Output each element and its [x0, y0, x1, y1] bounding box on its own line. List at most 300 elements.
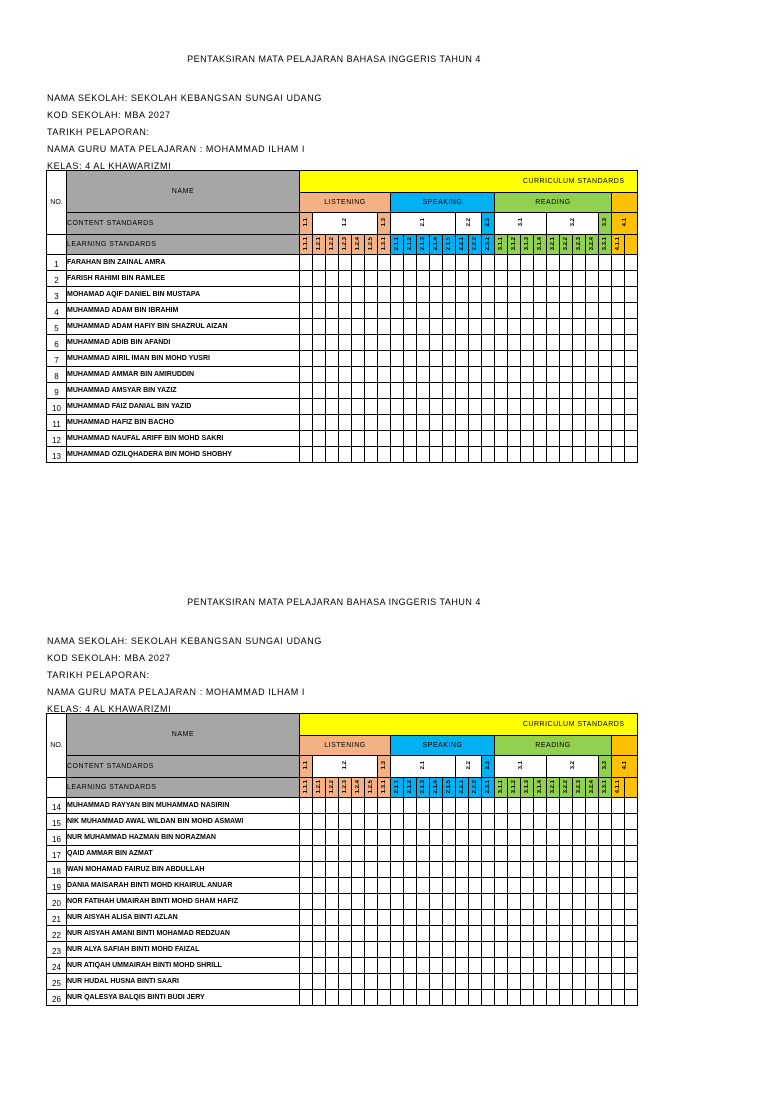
score-cell[interactable]: [313, 255, 326, 271]
score-cell[interactable]: [495, 878, 508, 894]
score-cell[interactable]: [339, 942, 352, 958]
score-cell[interactable]: [625, 431, 638, 447]
score-cell[interactable]: [495, 303, 508, 319]
score-cell[interactable]: [547, 814, 560, 830]
score-cell[interactable]: [469, 415, 482, 431]
score-cell[interactable]: [417, 894, 430, 910]
score-cell[interactable]: [365, 399, 378, 415]
score-cell[interactable]: [495, 958, 508, 974]
score-cell[interactable]: [300, 910, 313, 926]
score-cell[interactable]: [599, 287, 612, 303]
score-cell[interactable]: [326, 926, 339, 942]
score-cell[interactable]: [378, 878, 391, 894]
score-cell[interactable]: [417, 367, 430, 383]
score-cell[interactable]: [612, 974, 625, 990]
score-cell[interactable]: [339, 383, 352, 399]
score-cell[interactable]: [586, 830, 599, 846]
score-cell[interactable]: [495, 862, 508, 878]
score-cell[interactable]: [313, 878, 326, 894]
score-cell[interactable]: [300, 926, 313, 942]
score-cell[interactable]: [521, 271, 534, 287]
score-cell[interactable]: [508, 830, 521, 846]
score-cell[interactable]: [313, 830, 326, 846]
score-cell[interactable]: [404, 335, 417, 351]
score-cell[interactable]: [625, 303, 638, 319]
score-cell[interactable]: [430, 351, 443, 367]
score-cell[interactable]: [586, 351, 599, 367]
score-cell[interactable]: [508, 351, 521, 367]
score-cell[interactable]: [599, 798, 612, 814]
score-cell[interactable]: [326, 862, 339, 878]
score-cell[interactable]: [495, 830, 508, 846]
score-cell[interactable]: [352, 447, 365, 463]
score-cell[interactable]: [339, 367, 352, 383]
score-cell[interactable]: [534, 351, 547, 367]
score-cell[interactable]: [469, 974, 482, 990]
score-cell[interactable]: [547, 878, 560, 894]
score-cell[interactable]: [586, 814, 599, 830]
score-cell[interactable]: [508, 862, 521, 878]
score-cell[interactable]: [482, 958, 495, 974]
score-cell[interactable]: [300, 287, 313, 303]
score-cell[interactable]: [547, 415, 560, 431]
score-cell[interactable]: [456, 351, 469, 367]
score-cell[interactable]: [560, 255, 573, 271]
score-cell[interactable]: [625, 974, 638, 990]
score-cell[interactable]: [469, 894, 482, 910]
score-cell[interactable]: [482, 878, 495, 894]
score-cell[interactable]: [547, 862, 560, 878]
score-cell[interactable]: [508, 383, 521, 399]
score-cell[interactable]: [521, 431, 534, 447]
score-cell[interactable]: [469, 287, 482, 303]
score-cell[interactable]: [404, 367, 417, 383]
score-cell[interactable]: [521, 399, 534, 415]
score-cell[interactable]: [534, 894, 547, 910]
score-cell[interactable]: [573, 383, 586, 399]
score-cell[interactable]: [599, 303, 612, 319]
score-cell[interactable]: [339, 271, 352, 287]
score-cell[interactable]: [495, 447, 508, 463]
score-cell[interactable]: [573, 990, 586, 1006]
score-cell[interactable]: [339, 287, 352, 303]
score-cell[interactable]: [456, 367, 469, 383]
score-cell[interactable]: [573, 846, 586, 862]
score-cell[interactable]: [378, 287, 391, 303]
score-cell[interactable]: [534, 335, 547, 351]
score-cell[interactable]: [495, 814, 508, 830]
score-cell[interactable]: [599, 814, 612, 830]
score-cell[interactable]: [365, 447, 378, 463]
score-cell[interactable]: [417, 255, 430, 271]
score-cell[interactable]: [300, 830, 313, 846]
score-cell[interactable]: [326, 846, 339, 862]
score-cell[interactable]: [495, 942, 508, 958]
score-cell[interactable]: [404, 910, 417, 926]
score-cell[interactable]: [313, 351, 326, 367]
score-cell[interactable]: [417, 271, 430, 287]
score-cell[interactable]: [456, 958, 469, 974]
score-cell[interactable]: [300, 415, 313, 431]
score-cell[interactable]: [430, 303, 443, 319]
score-cell[interactable]: [391, 431, 404, 447]
score-cell[interactable]: [560, 303, 573, 319]
score-cell[interactable]: [573, 862, 586, 878]
score-cell[interactable]: [443, 415, 456, 431]
score-cell[interactable]: [495, 367, 508, 383]
score-cell[interactable]: [508, 287, 521, 303]
score-cell[interactable]: [300, 367, 313, 383]
score-cell[interactable]: [599, 399, 612, 415]
score-cell[interactable]: [417, 846, 430, 862]
score-cell[interactable]: [547, 367, 560, 383]
score-cell[interactable]: [482, 447, 495, 463]
score-cell[interactable]: [456, 415, 469, 431]
score-cell[interactable]: [300, 319, 313, 335]
score-cell[interactable]: [391, 255, 404, 271]
score-cell[interactable]: [534, 862, 547, 878]
score-cell[interactable]: [560, 846, 573, 862]
score-cell[interactable]: [534, 415, 547, 431]
score-cell[interactable]: [300, 383, 313, 399]
score-cell[interactable]: [313, 447, 326, 463]
score-cell[interactable]: [404, 878, 417, 894]
score-cell[interactable]: [391, 319, 404, 335]
score-cell[interactable]: [326, 271, 339, 287]
score-cell[interactable]: [430, 447, 443, 463]
score-cell[interactable]: [391, 894, 404, 910]
score-cell[interactable]: [586, 319, 599, 335]
score-cell[interactable]: [625, 415, 638, 431]
score-cell[interactable]: [495, 910, 508, 926]
score-cell[interactable]: [404, 974, 417, 990]
score-cell[interactable]: [352, 878, 365, 894]
score-cell[interactable]: [586, 383, 599, 399]
score-cell[interactable]: [365, 990, 378, 1006]
score-cell[interactable]: [300, 399, 313, 415]
score-cell[interactable]: [508, 926, 521, 942]
score-cell[interactable]: [586, 990, 599, 1006]
score-cell[interactable]: [547, 383, 560, 399]
score-cell[interactable]: [495, 335, 508, 351]
score-cell[interactable]: [313, 319, 326, 335]
score-cell[interactable]: [534, 990, 547, 1006]
score-cell[interactable]: [443, 846, 456, 862]
score-cell[interactable]: [339, 447, 352, 463]
score-cell[interactable]: [612, 798, 625, 814]
score-cell[interactable]: [300, 431, 313, 447]
score-cell[interactable]: [547, 830, 560, 846]
score-cell[interactable]: [378, 846, 391, 862]
score-cell[interactable]: [456, 431, 469, 447]
score-cell[interactable]: [599, 415, 612, 431]
score-cell[interactable]: [352, 431, 365, 447]
score-cell[interactable]: [625, 399, 638, 415]
score-cell[interactable]: [586, 798, 599, 814]
score-cell[interactable]: [534, 814, 547, 830]
score-cell[interactable]: [404, 798, 417, 814]
score-cell[interactable]: [443, 974, 456, 990]
score-cell[interactable]: [508, 367, 521, 383]
score-cell[interactable]: [339, 894, 352, 910]
score-cell[interactable]: [469, 958, 482, 974]
score-cell[interactable]: [326, 958, 339, 974]
score-cell[interactable]: [456, 830, 469, 846]
score-cell[interactable]: [508, 399, 521, 415]
score-cell[interactable]: [521, 367, 534, 383]
score-cell[interactable]: [521, 942, 534, 958]
score-cell[interactable]: [313, 431, 326, 447]
score-cell[interactable]: [443, 958, 456, 974]
score-cell[interactable]: [573, 926, 586, 942]
score-cell[interactable]: [625, 894, 638, 910]
score-cell[interactable]: [352, 942, 365, 958]
score-cell[interactable]: [443, 894, 456, 910]
score-cell[interactable]: [469, 255, 482, 271]
score-cell[interactable]: [443, 287, 456, 303]
score-cell[interactable]: [404, 351, 417, 367]
score-cell[interactable]: [404, 255, 417, 271]
score-cell[interactable]: [482, 862, 495, 878]
score-cell[interactable]: [365, 319, 378, 335]
score-cell[interactable]: [469, 335, 482, 351]
score-cell[interactable]: [352, 958, 365, 974]
score-cell[interactable]: [352, 894, 365, 910]
score-cell[interactable]: [391, 990, 404, 1006]
score-cell[interactable]: [404, 830, 417, 846]
score-cell[interactable]: [365, 862, 378, 878]
score-cell[interactable]: [625, 271, 638, 287]
score-cell[interactable]: [326, 351, 339, 367]
score-cell[interactable]: [378, 367, 391, 383]
score-cell[interactable]: [534, 958, 547, 974]
score-cell[interactable]: [365, 974, 378, 990]
score-cell[interactable]: [443, 862, 456, 878]
score-cell[interactable]: [508, 303, 521, 319]
score-cell[interactable]: [443, 431, 456, 447]
score-cell[interactable]: [443, 383, 456, 399]
score-cell[interactable]: [339, 990, 352, 1006]
score-cell[interactable]: [495, 383, 508, 399]
score-cell[interactable]: [365, 351, 378, 367]
score-cell[interactable]: [443, 255, 456, 271]
score-cell[interactable]: [534, 846, 547, 862]
score-cell[interactable]: [300, 351, 313, 367]
score-cell[interactable]: [547, 287, 560, 303]
score-cell[interactable]: [586, 431, 599, 447]
score-cell[interactable]: [625, 335, 638, 351]
score-cell[interactable]: [508, 942, 521, 958]
score-cell[interactable]: [339, 319, 352, 335]
score-cell[interactable]: [313, 798, 326, 814]
score-cell[interactable]: [313, 399, 326, 415]
score-cell[interactable]: [521, 974, 534, 990]
score-cell[interactable]: [365, 415, 378, 431]
score-cell[interactable]: [521, 447, 534, 463]
score-cell[interactable]: [547, 990, 560, 1006]
score-cell[interactable]: [365, 367, 378, 383]
score-cell[interactable]: [404, 958, 417, 974]
score-cell[interactable]: [560, 271, 573, 287]
score-cell[interactable]: [456, 846, 469, 862]
score-cell[interactable]: [534, 926, 547, 942]
score-cell[interactable]: [326, 367, 339, 383]
score-cell[interactable]: [300, 255, 313, 271]
score-cell[interactable]: [547, 431, 560, 447]
score-cell[interactable]: [352, 862, 365, 878]
score-cell[interactable]: [469, 351, 482, 367]
score-cell[interactable]: [560, 958, 573, 974]
score-cell[interactable]: [313, 894, 326, 910]
score-cell[interactable]: [443, 367, 456, 383]
score-cell[interactable]: [339, 846, 352, 862]
score-cell[interactable]: [300, 958, 313, 974]
score-cell[interactable]: [430, 383, 443, 399]
score-cell[interactable]: [534, 383, 547, 399]
score-cell[interactable]: [417, 287, 430, 303]
score-cell[interactable]: [521, 287, 534, 303]
score-cell[interactable]: [573, 303, 586, 319]
score-cell[interactable]: [326, 878, 339, 894]
score-cell[interactable]: [456, 447, 469, 463]
score-cell[interactable]: [313, 287, 326, 303]
score-cell[interactable]: [612, 910, 625, 926]
score-cell[interactable]: [508, 958, 521, 974]
score-cell[interactable]: [586, 287, 599, 303]
score-cell[interactable]: [469, 942, 482, 958]
score-cell[interactable]: [573, 958, 586, 974]
score-cell[interactable]: [365, 910, 378, 926]
score-cell[interactable]: [443, 910, 456, 926]
score-cell[interactable]: [469, 910, 482, 926]
score-cell[interactable]: [482, 271, 495, 287]
score-cell[interactable]: [300, 303, 313, 319]
score-cell[interactable]: [391, 846, 404, 862]
score-cell[interactable]: [508, 271, 521, 287]
score-cell[interactable]: [391, 271, 404, 287]
score-cell[interactable]: [612, 830, 625, 846]
score-cell[interactable]: [417, 830, 430, 846]
score-cell[interactable]: [469, 814, 482, 830]
score-cell[interactable]: [326, 942, 339, 958]
score-cell[interactable]: [352, 830, 365, 846]
score-cell[interactable]: [599, 431, 612, 447]
score-cell[interactable]: [326, 399, 339, 415]
score-cell[interactable]: [417, 926, 430, 942]
score-cell[interactable]: [612, 335, 625, 351]
score-cell[interactable]: [378, 415, 391, 431]
score-cell[interactable]: [495, 846, 508, 862]
score-cell[interactable]: [508, 431, 521, 447]
score-cell[interactable]: [417, 335, 430, 351]
score-cell[interactable]: [482, 846, 495, 862]
score-cell[interactable]: [365, 255, 378, 271]
score-cell[interactable]: [339, 910, 352, 926]
score-cell[interactable]: [573, 319, 586, 335]
score-cell[interactable]: [612, 303, 625, 319]
score-cell[interactable]: [391, 367, 404, 383]
score-cell[interactable]: [599, 367, 612, 383]
score-cell[interactable]: [365, 431, 378, 447]
score-cell[interactable]: [339, 431, 352, 447]
score-cell[interactable]: [443, 926, 456, 942]
score-cell[interactable]: [313, 367, 326, 383]
score-cell[interactable]: [560, 862, 573, 878]
score-cell[interactable]: [391, 303, 404, 319]
score-cell[interactable]: [625, 958, 638, 974]
score-cell[interactable]: [612, 399, 625, 415]
score-cell[interactable]: [625, 255, 638, 271]
score-cell[interactable]: [313, 974, 326, 990]
score-cell[interactable]: [612, 319, 625, 335]
score-cell[interactable]: [404, 862, 417, 878]
score-cell[interactable]: [326, 431, 339, 447]
score-cell[interactable]: [469, 447, 482, 463]
score-cell[interactable]: [378, 351, 391, 367]
score-cell[interactable]: [612, 926, 625, 942]
score-cell[interactable]: [300, 878, 313, 894]
score-cell[interactable]: [547, 335, 560, 351]
score-cell[interactable]: [599, 974, 612, 990]
score-cell[interactable]: [586, 942, 599, 958]
score-cell[interactable]: [352, 415, 365, 431]
score-cell[interactable]: [547, 942, 560, 958]
score-cell[interactable]: [456, 798, 469, 814]
score-cell[interactable]: [560, 894, 573, 910]
score-cell[interactable]: [430, 990, 443, 1006]
score-cell[interactable]: [326, 798, 339, 814]
score-cell[interactable]: [417, 814, 430, 830]
score-cell[interactable]: [339, 415, 352, 431]
score-cell[interactable]: [365, 814, 378, 830]
score-cell[interactable]: [378, 319, 391, 335]
score-cell[interactable]: [599, 846, 612, 862]
score-cell[interactable]: [417, 974, 430, 990]
score-cell[interactable]: [625, 926, 638, 942]
score-cell[interactable]: [547, 351, 560, 367]
score-cell[interactable]: [534, 399, 547, 415]
score-cell[interactable]: [365, 303, 378, 319]
score-cell[interactable]: [339, 926, 352, 942]
score-cell[interactable]: [599, 319, 612, 335]
score-cell[interactable]: [560, 383, 573, 399]
score-cell[interactable]: [378, 830, 391, 846]
score-cell[interactable]: [508, 990, 521, 1006]
score-cell[interactable]: [482, 367, 495, 383]
score-cell[interactable]: [378, 798, 391, 814]
score-cell[interactable]: [430, 846, 443, 862]
score-cell[interactable]: [482, 942, 495, 958]
score-cell[interactable]: [456, 303, 469, 319]
score-cell[interactable]: [508, 798, 521, 814]
score-cell[interactable]: [378, 990, 391, 1006]
score-cell[interactable]: [612, 271, 625, 287]
score-cell[interactable]: [352, 335, 365, 351]
score-cell[interactable]: [352, 271, 365, 287]
score-cell[interactable]: [378, 942, 391, 958]
score-cell[interactable]: [612, 431, 625, 447]
score-cell[interactable]: [521, 846, 534, 862]
score-cell[interactable]: [430, 335, 443, 351]
score-cell[interactable]: [573, 830, 586, 846]
score-cell[interactable]: [326, 303, 339, 319]
score-cell[interactable]: [391, 447, 404, 463]
score-cell[interactable]: [404, 990, 417, 1006]
score-cell[interactable]: [313, 846, 326, 862]
score-cell[interactable]: [443, 319, 456, 335]
score-cell[interactable]: [482, 415, 495, 431]
score-cell[interactable]: [456, 383, 469, 399]
